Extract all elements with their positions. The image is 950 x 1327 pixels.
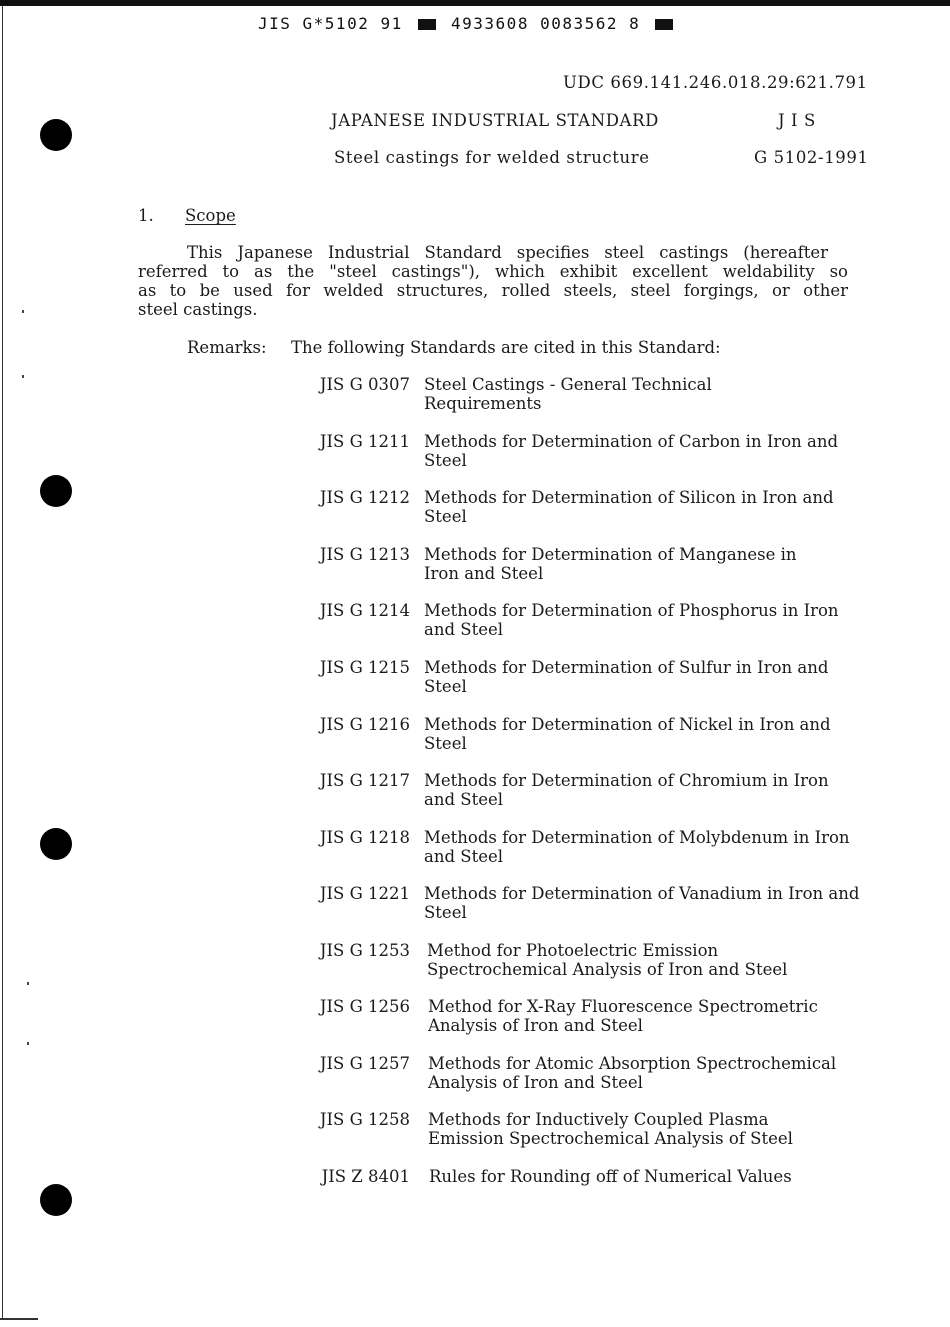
punch-hole-2 (40, 475, 72, 507)
reference-code: JIS G 1213 (319, 545, 410, 564)
scope-paragraph-line: referred to as the "steel castings"), which exhibit excellent weldability so (138, 262, 848, 281)
punch-hole-4 (40, 1184, 72, 1216)
reference-title: Methods for Determination of Vanadium in Iron and Steel (424, 884, 860, 922)
scan-speck (27, 982, 29, 985)
top-border (0, 0, 950, 6)
reference-code: JIS G 1258 (319, 1110, 410, 1129)
remarks-intro: The following Standards are cited in this Standard: (291, 338, 721, 357)
standard-organization: JAPANESE INDUSTRIAL STANDARD (331, 111, 659, 130)
reference-title: Methods for Determination of Nickel in Iron and Steel (424, 715, 831, 753)
reference-title: Methods for Determination of Chromium in Iron and Steel (424, 771, 829, 809)
reference-title: Methods for Determination of Silicon in Iron and Steel (424, 488, 834, 526)
scan-speck (22, 375, 24, 378)
reference-title: Methods for Inductively Coupled Plasma Emission Spectrochemical Analysis of Steel (428, 1110, 793, 1148)
scope-paragraph-line: This Japanese Industrial Standard specifies steel castings (hereafter (187, 243, 828, 262)
reference-title: Rules for Rounding off of Numerical Values (429, 1167, 792, 1186)
punch-hole-1 (40, 119, 72, 151)
reference-title: Methods for Determination of Manganese in Iron and Steel (424, 545, 797, 583)
reference-code: JIS G 1221 (319, 884, 410, 903)
jis-mark: J I S (778, 111, 816, 130)
left-border (2, 6, 3, 1320)
header-black-block-2 (655, 19, 673, 30)
scan-header-code (258, 14, 677, 33)
reference-code: JIS G 0307 (319, 375, 410, 394)
scope-paragraph-line: as to be used for welded structures, rolled steels, steel forgings, or other (138, 281, 848, 300)
reference-code: JIS G 1211 (319, 432, 410, 451)
header-black-block-1 (418, 19, 436, 30)
reference-code: JIS G 1257 (319, 1054, 410, 1073)
reference-title: Methods for Determination of Phosphorus in Iron and Steel (424, 601, 839, 639)
document-title: Steel castings for welded structure (334, 148, 650, 167)
reference-title: Methods for Determination of Molybdenum in Iron and Steel (424, 828, 850, 866)
reference-title: Method for Photoelectric Emission Spectrochemical Analysis of Iron and Steel (427, 941, 788, 979)
bottom-corner-mark (0, 1318, 38, 1320)
scan-speck (27, 1042, 29, 1045)
reference-code: JIS G 1256 (319, 997, 410, 1016)
punch-hole-3 (40, 828, 72, 860)
section-number: 1. (138, 206, 154, 225)
reference-title: Methods for Atomic Absorption Spectrochemical Analysis of Iron and Steel (428, 1054, 837, 1092)
scope-paragraph-line: steel castings. (138, 300, 258, 319)
reference-code: JIS G 1215 (319, 658, 410, 677)
reference-code: JIS G 1216 (319, 715, 410, 734)
reference-code: JIS Z 8401 (321, 1167, 410, 1186)
reference-title: Method for X-Ray Fluorescence Spectrometric Analysis of Iron and Steel (428, 997, 818, 1035)
scan-speck (22, 310, 24, 313)
reference-code: JIS G 1253 (319, 941, 410, 960)
header-code-part1: JIS G*5102 91 (258, 14, 403, 33)
section-title: Scope (185, 206, 236, 225)
reference-code: JIS G 1212 (319, 488, 410, 507)
udc-number: UDC 669.141.246.018.29:621.791 (563, 73, 868, 92)
reference-code: JIS G 1218 (319, 828, 410, 847)
reference-title: Methods for Determination of Sulfur in Iron and Steel (424, 658, 829, 696)
reference-code: JIS G 1217 (319, 771, 410, 790)
reference-code: JIS G 1214 (319, 601, 410, 620)
reference-title: Steel Castings - General Technical Requirements (424, 375, 712, 413)
header-code-part2: 4933608 0083562 8 (451, 14, 641, 33)
reference-title: Methods for Determination of Carbon in Iron and Steel (424, 432, 839, 470)
remarks-label: Remarks: (187, 338, 267, 357)
document-number: G 5102-1991 (754, 148, 869, 167)
